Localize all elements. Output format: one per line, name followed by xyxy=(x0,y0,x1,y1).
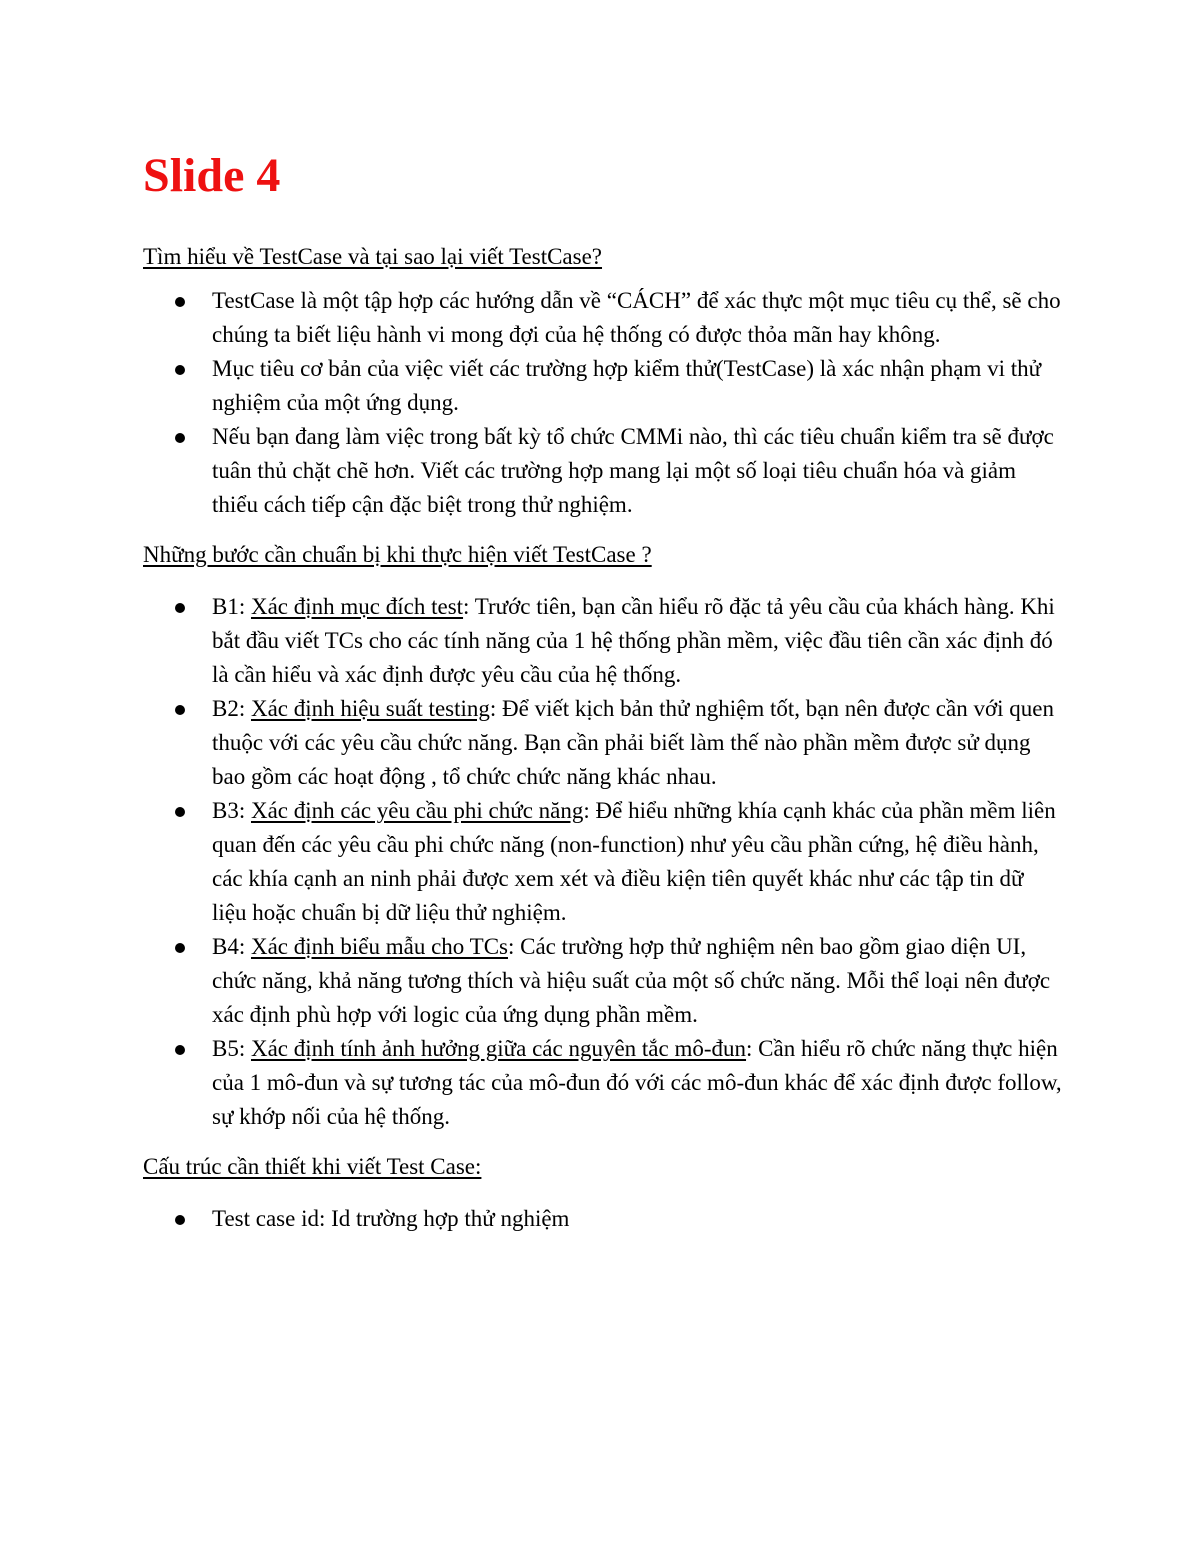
list-item xyxy=(143,420,1063,522)
list-item xyxy=(143,284,1063,352)
section-heading-preparation-steps: Những bước cần chuẩn bị khi thực hiện viết TestCase ? xyxy=(143,542,652,567)
step-text: : Cần hiểu rõ chức năng thực hiện của 1 mô-đun và sự tương tác của mô-đun đó với các mô-đun khác để xác định được follow, sự khớp nối của hệ thống. xyxy=(212,1036,1062,1129)
list-item xyxy=(143,352,1063,420)
bullet-icon xyxy=(175,705,185,715)
testcase-structure-list xyxy=(143,1202,1063,1236)
step-item xyxy=(143,794,1063,930)
testcase-intro-list xyxy=(143,284,1063,522)
step-item xyxy=(143,692,1063,794)
step-text: : Các trường hợp thử nghiệm nên bao gồm giao diện UI, chức năng, khả năng tương thích và hiệu suất của một số chức năng. Mỗi thể loại nên được xác định phù hợp với logic của ứng dụng phần mềm. xyxy=(212,934,1051,1027)
step-label: Xác định hiệu suất testing xyxy=(250,696,490,721)
step-item xyxy=(143,590,1063,692)
step-text: : Để hiểu những khía cạnh khác của phần mềm liên quan đến các yêu cầu phi chức năng (non-function) như yêu cầu phần cứng, hệ điều hành, các khía cạnh an ninh phải được xem xét và điều kiện tiên quyết khác như các tập tin dữ liệu hoặc chuẩn bị dữ liệu thử nghiệm. xyxy=(212,798,1056,925)
step-item xyxy=(143,1032,1063,1134)
bullet-icon xyxy=(175,365,185,375)
step-prefix: B1: xyxy=(212,594,251,619)
bullet-icon xyxy=(175,297,185,307)
bullet-icon xyxy=(175,807,185,817)
bullet-icon xyxy=(175,1045,185,1055)
list-item-text: Test case id: Id trường hợp thử nghiệm xyxy=(212,1206,570,1231)
step-text: : Trước tiên, bạn cần hiểu rõ đặc tả yêu cầu của khách hàng. Khi bắt đầu viết TCs cho các tính năng của 1 hệ thống phần mềm, việc đầu tiên cần xác định đó là cần hiểu và xác định được yêu cầu của hệ thống. xyxy=(212,594,1055,687)
page-title: Slide 4 xyxy=(143,149,281,202)
step-prefix: B2: xyxy=(212,696,251,721)
step-label: Xác định tính ảnh hưởng giữa các nguyên tắc mô-đun xyxy=(250,1036,747,1061)
document-page xyxy=(143,140,1063,1236)
step-prefix: B3: xyxy=(212,798,251,823)
step-label: Xác định mục đích test xyxy=(250,594,464,619)
list-item-text: Nếu bạn đang làm việc trong bất kỳ tổ chức CMMi nào, thì các tiêu chuẩn kiểm tra sẽ được tuân thủ chặt chẽ hơn. Viết các trường hợp mang lại một số loại tiêu chuẩn hóa và giảm thiểu cách tiếp cận đặc biệt trong thử nghiệm. xyxy=(212,424,1054,517)
bullet-icon xyxy=(175,1215,185,1225)
preparation-steps-list xyxy=(143,590,1063,1134)
step-prefix: B4: xyxy=(212,934,251,959)
list-item-text: TestCase là một tập hợp các hướng dẫn về “CÁCH” để xác thực một mục tiêu cụ thể, sẽ cho chúng ta biết liệu hành vi mong đợi của hệ thống có được thỏa mãn hay không. xyxy=(212,288,1061,347)
step-prefix: B5: xyxy=(212,1036,251,1061)
section-heading-testcase-structure: Cấu trúc cần thiết khi viết Test Case: xyxy=(143,1154,482,1179)
bullet-icon xyxy=(175,603,185,613)
bullet-icon xyxy=(175,943,185,953)
step-label: Xác định biểu mẫu cho TCs xyxy=(250,934,508,959)
step-item xyxy=(143,930,1063,1032)
step-label: Xác định các yêu cầu phi chức năng xyxy=(250,798,584,823)
list-item-text: Mục tiêu cơ bản của việc viết các trường hợp kiểm thử(TestCase) là xác nhận phạm vi thử nghiệm của một ứng dụng. xyxy=(212,356,1042,415)
list-item xyxy=(143,1202,1063,1236)
section-heading-testcase-intro: Tìm hiểu về TestCase và tại sao lại viết TestCase? xyxy=(143,244,603,269)
bullet-icon xyxy=(175,433,185,443)
step-text: : Để viết kịch bản thử nghiệm tốt, bạn nên được cần với quen thuộc với các yêu cầu chức năng. Bạn cần phải biết làm thế nào phần mềm được sử dụng bao gồm các hoạt động , tổ chức chức năng khác nhau. xyxy=(212,696,1054,789)
